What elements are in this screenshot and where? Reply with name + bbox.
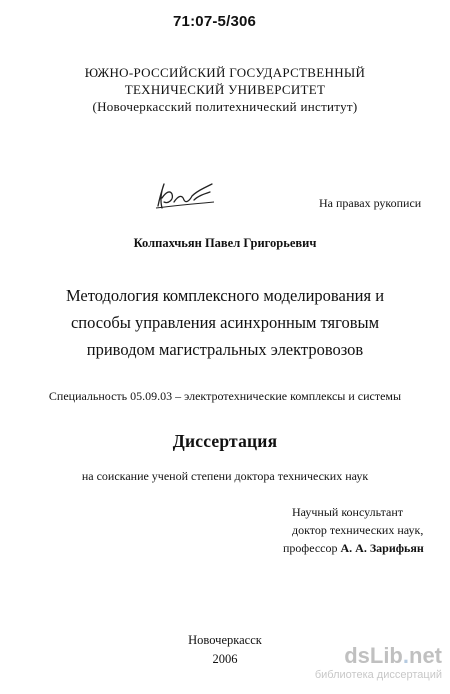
shelf-mark: 71:07-5/306 <box>173 13 257 30</box>
university-name-line-2: ТЕХНИЧЕСКИЙ УНИВЕРСИТЕТ <box>124 82 326 97</box>
dissertation-title-line-3: приводом магистральных электровозов <box>86 340 364 359</box>
university-former-name: (Новочеркасский политехнический институт) <box>92 99 358 114</box>
dissertation-title-line-2: способы управления асинхронным тяговым <box>70 313 380 332</box>
advisor-name-line <box>283 539 424 557</box>
year: 2006 <box>212 652 238 666</box>
watermark-logo <box>282 644 442 668</box>
city: Новочеркасск <box>188 633 262 647</box>
degree-line: на соискание ученой степени доктора технических наук <box>81 469 369 483</box>
watermark <box>282 644 442 682</box>
watermark-logo-tld: net <box>409 643 442 668</box>
advisor-degree: доктор технических наук, <box>292 523 424 537</box>
advisor-title: профессор <box>283 541 341 555</box>
advisor-name: А. А. Зарифьян <box>340 541 424 555</box>
university-name-line-1: ЮЖНО-РОССИЙСКИЙ ГОСУДАРСТВЕННЫЙ <box>84 65 366 80</box>
author-name: Колпахчьян Павел Григорьевич <box>133 236 317 250</box>
advisor-role: Научный консультант <box>292 505 403 519</box>
specialty-line: Специальность 05.09.03 – электротехнические комплексы и системы <box>48 389 402 403</box>
manuscript-rights-note: На правах рукописи <box>319 196 422 210</box>
dissertation-title-line-1: Методология комплексного моделирования и <box>65 286 385 305</box>
handwritten-signature <box>152 178 218 214</box>
watermark-logo-main: dsLib <box>344 643 403 668</box>
document-type-heading: Диссертация <box>172 431 278 451</box>
watermark-subtitle: библиотека диссертаций <box>314 669 442 681</box>
watermark-logo-dot: . <box>402 643 409 668</box>
